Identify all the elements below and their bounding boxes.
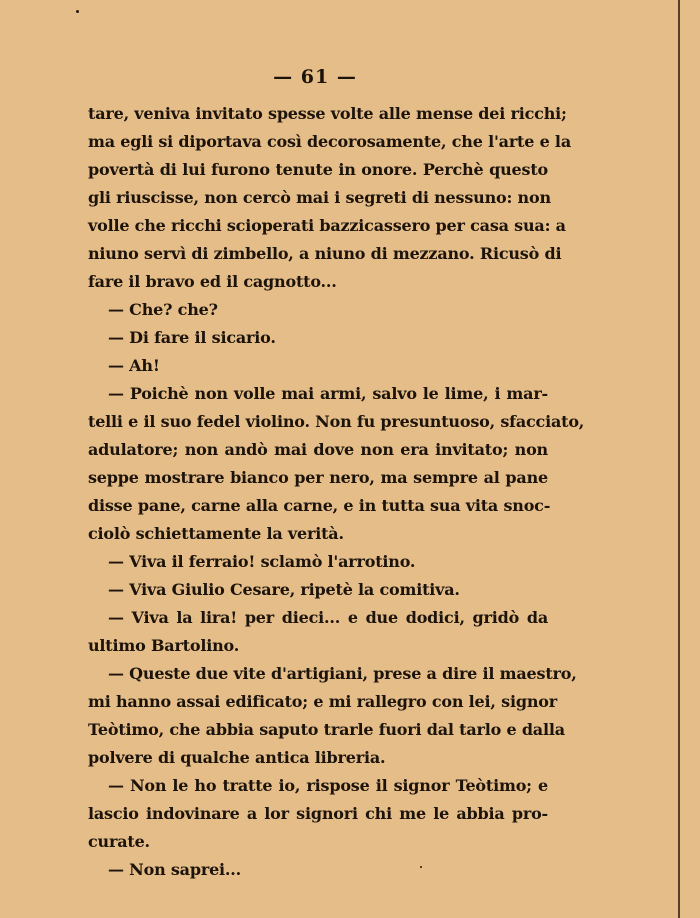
text-line: Teòtimo, che abbia saputo trarle fuori dal tarlo e dalla: [88, 720, 565, 739]
text-line: ma egli si diportava così decorosamente, che l'arte e la: [88, 132, 571, 151]
text-line: polvere di qualche antica libreria.: [88, 748, 386, 767]
ink-speck: [76, 10, 79, 13]
text-line: gli riuscisse, non cercò mai i segreti di nessuno: non: [88, 188, 551, 207]
text-line: — Di fare il sicario.: [108, 328, 276, 347]
text-line: volle che ricchi scioperati bazzicassero per casa sua: a: [88, 216, 566, 235]
text-line: povertà di lui furono tenute in onore. Perchè questo: [88, 160, 548, 179]
text-line: niuno servì di zimbello, a niuno di mezzano. Ricusò di: [88, 244, 562, 263]
page-number: — 61 —: [273, 66, 357, 88]
body-text: [88, 100, 585, 884]
text-line: adulatore; non andò mai dove non era invitato; non: [88, 440, 548, 459]
text-line: — Non le ho tratte io, rispose il signor Teòtimo; e: [108, 776, 548, 795]
text-line: curate.: [88, 832, 150, 851]
text-line: lascio indovinare a lor signori chi me le abbia pro-: [88, 804, 548, 823]
text-line: — Ah!: [108, 356, 160, 375]
text-line: — Viva il ferraio! sclamò l'arrotino.: [108, 552, 416, 571]
page-edge-line: [678, 0, 680, 918]
text-line: — Poichè non volle mai armi, salvo le lime, i mar-: [108, 384, 548, 403]
text-line: — Che? che?: [108, 300, 218, 319]
text-line: — Viva Giulio Cesare, ripetè la comitiva.: [108, 580, 460, 599]
text-line: — Queste due vite d'artigiani, prese a dire il maestro,: [108, 664, 577, 683]
text-line: mi hanno assai edificato; e mi rallegro con lei, signor: [88, 692, 557, 711]
text-line: seppe mostrare bianco per nero, ma sempre al pane: [88, 468, 548, 487]
text-line: — Viva la lira! per dieci... e due dodici, gridò da: [108, 608, 548, 627]
text-line: ciolò schiettamente la verità.: [88, 524, 344, 543]
text-line: fare il bravo ed il cagnotto...: [88, 272, 337, 291]
text-line: disse pane, carne alla carne, e in tutta sua vita snoc-: [88, 496, 551, 515]
text-line: telli e il suo fedel violino. Non fu presuntuoso, sfacciato,: [88, 412, 585, 431]
text-line: ultimo Bartolino.: [88, 636, 240, 655]
text-line: — Non saprei...: [108, 860, 242, 879]
text-line: tare, veniva invitato spesse volte alle mense dei ricchi;: [88, 104, 567, 123]
